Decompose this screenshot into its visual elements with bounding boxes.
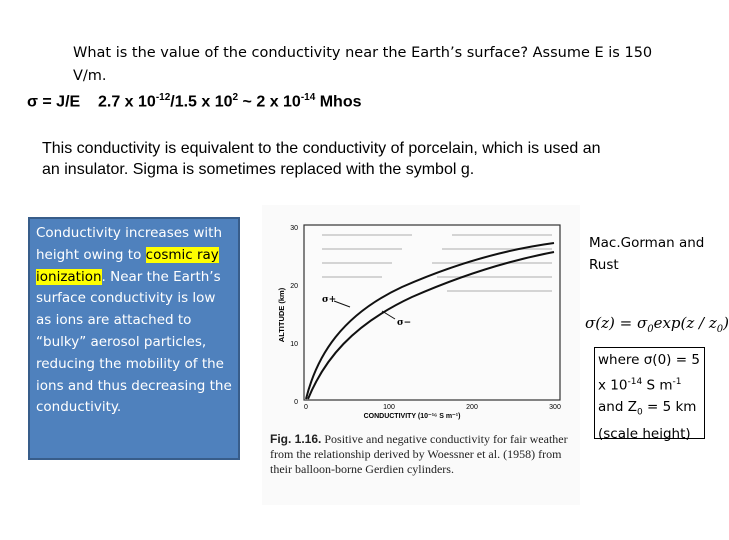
equation-part-c: ) xyxy=(723,314,729,332)
note-text-2: . Near the Earth’s surface conductivity is low as ions are attached to “bulky” aerosol particles, reducing the mobility of the ions and thus decreasing the conductivity. xyxy=(36,268,232,416)
x-axis-label: CONDUCTIVITY (10⁻¹⁶ S m⁻¹) xyxy=(363,413,461,420)
def-text-2: S m xyxy=(642,377,673,393)
caption-text: Positive and negative conductivity for fair weather from the relationship derived by Woessner et al. (1958) from their balloon-borne Gerdien cylinders. xyxy=(270,432,568,476)
formula-exp-3: -14 xyxy=(300,92,316,103)
x-tick-100: 100 xyxy=(383,404,395,411)
formula-part-4: Mhos xyxy=(315,93,362,111)
def-text-3: and Z xyxy=(598,398,637,415)
conductivity-formula xyxy=(27,92,362,111)
x-tick-300: 300 xyxy=(549,404,561,411)
plot-frame xyxy=(304,225,560,400)
caption-label: Fig. 1.16. xyxy=(270,432,322,446)
definition-box xyxy=(594,347,705,442)
y-axis-label: ALTITUDE (km) xyxy=(277,287,286,343)
attribution-text: Mac.Gorman and Rust xyxy=(589,235,705,273)
formula-part-2: /1.5 x 10 xyxy=(170,93,233,111)
formula-part-3: ~ 2 x 10 xyxy=(238,93,301,111)
y-tick-20: 20 xyxy=(290,283,298,290)
x-tick-0: 0 xyxy=(304,404,308,411)
question-text: What is the value of the conductivity near the Earth’s surface? Assume E is 150 V/m. xyxy=(73,45,653,84)
explanation-text: This conductivity is equivalent to the conductivity of porcelain, which is used an an insulator. Sigma is sometimes replaced with the symbol g. xyxy=(42,140,601,178)
y-tick-0: 0 xyxy=(294,399,298,406)
note-highlight: cosmic ray ionization xyxy=(36,246,219,285)
def-sub-3: 0 xyxy=(636,407,643,418)
x-tick-200: 200 xyxy=(466,404,478,411)
note-text-1: Conductivity increases with height owing to xyxy=(36,225,223,263)
equation-sub-a: 0 xyxy=(647,324,654,335)
sigma-minus-label: σ− xyxy=(397,318,412,328)
formula-exp-2: 2 xyxy=(232,92,239,103)
def-text-4: = 5 km (scale height) xyxy=(598,398,697,442)
y-tick-10: 10 xyxy=(290,341,298,348)
def-exp-1: -14 xyxy=(627,376,643,387)
def-text-1: where σ(0) = 5 x 10 xyxy=(598,352,700,393)
conductivity-equation xyxy=(585,314,729,335)
def-exp-2: -1 xyxy=(672,376,682,387)
figure-caption xyxy=(270,432,570,477)
equation-sub-b: 0 xyxy=(716,324,724,335)
equation-part-a: σ(z) = σ xyxy=(585,314,648,332)
formula-exp-1: -12 xyxy=(155,92,171,103)
formula-lhs: σ = J/E xyxy=(27,93,81,111)
y-tick-30: 30 xyxy=(290,225,298,232)
sigma-plus-label: σ+ xyxy=(322,295,337,305)
conductivity-note-box xyxy=(28,217,240,460)
formula-part-1: 2.7 x 10 xyxy=(97,93,156,111)
equation-part-b: exp(z / z xyxy=(653,314,717,332)
